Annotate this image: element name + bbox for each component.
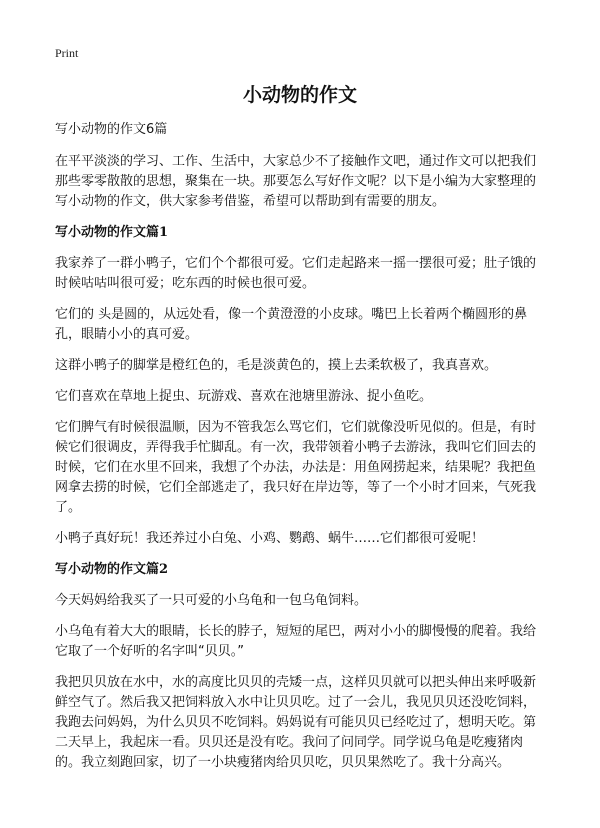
section-2-paragraph-2: 小乌龟有着大大的眼睛，长长的脖子，短短的尾巴，两对小小的脚慢慢的爬着。我给它取了一个好听的名字叫“贝贝。” [55, 624, 537, 659]
intro-paragraph: 在平平淡淡的学习、工作、生活中，大家总少不了接触作文吧，通过作文可以把我们那些零零散散的思想，聚集在一块。那要怎么写好作文呢？以下是小编为大家整理的写小动物的作文，供大家参考借鉴，希望可以帮助到有需要的朋友。 [55, 154, 537, 209]
section-1-paragraph-4: 它们喜欢在草地上捉虫、玩游戏、喜欢在池塘里游泳、捉小鱼吃。 [55, 389, 433, 404]
section-heading-2: 写小动物的作文篇2 [55, 562, 169, 577]
section-1-paragraph-1: 我家养了一群小鸭子，它们个个都很可爱。它们走起路来一摇一摆很可爱；肚子饿的时候咕咕叫很可爱；吃东西的时候也很可爱。 [55, 256, 537, 291]
section-1-paragraph-3: 这群小鸭子的脚掌是橙红色的，毛是淡黄色的，摸上去柔软极了，我真喜欢。 [55, 358, 498, 373]
section-2-paragraph-3: 我把贝贝放在水中，水的高度比贝贝的壳矮一点，这样贝贝就可以把头伸出来呼吸新鲜空气了。然后我又把饲料放入水中让贝贝吃。过了一会儿，我见贝贝还没吃饲料，我跑去问妈妈，为什么贝贝不吃饲料。妈妈说有可能贝贝已经吃过了，想明天吃。第二天早上，我起床一看。贝贝还是没有吃。我问了问同学。同学说乌龟是吃瘦猪肉的。我立刻跑回家，切了一小块瘦猪肉给贝贝吃，贝贝果然吃了。我十分高兴。 [55, 675, 537, 770]
article-body [55, 120, 547, 784]
section-2-paragraph-1: 今天妈妈给我买了一只可爱的小乌龟和一包乌龟饲料。 [55, 593, 368, 608]
section-heading-1: 写小动物的作文篇1 [55, 225, 169, 240]
section-1-paragraph-2: 它们的 头是圆的，从远处看，像一个黄澄澄的小皮球。嘴巴上长着两个椭圆形的鼻孔，眼睛小小的真可爱。 [55, 307, 528, 342]
section-1-paragraph-5: 它们脾气有时候很温顺，因为不管我怎么骂它们，它们就像没听见似的。但是，有时候它们很调皮，弄得我手忙脚乱。有一次，我带领着小鸭子去游泳，我叫它们回去的时候，它们在水里不回来，我想了个办法，办法是：用鱼网捞起来，结果呢？我把鱼网拿去捞的时候，它们全部逃走了，我只好在岸边等，等了一个小时才回来，气死我了。 [55, 420, 537, 515]
article-subtitle: 写小动物的作文6篇 [55, 122, 168, 137]
section-1-paragraph-6: 小鸭子真好玩！我还养过小白兔、小鸡、鹦鹉、蜗牛……它们都很可爱呢！ [55, 531, 485, 546]
print-link[interactable]: Print [55, 46, 79, 60]
page-title: 小动物的作文 [242, 84, 357, 106]
